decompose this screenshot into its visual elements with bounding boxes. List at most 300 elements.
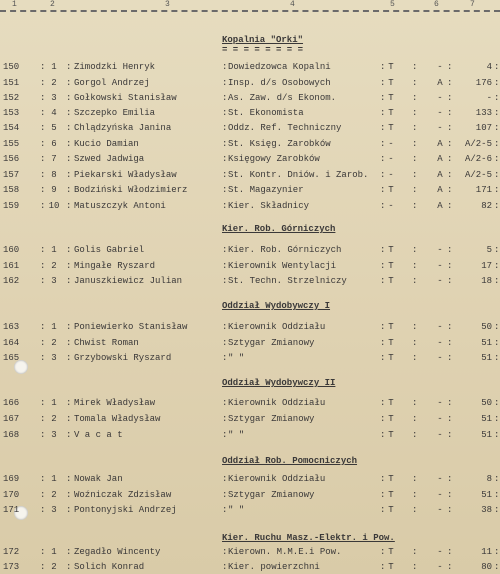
column-separator: : [222, 338, 228, 348]
column-separator: : [66, 78, 72, 88]
column-separator: : [380, 276, 386, 286]
flag-t: T [388, 276, 394, 286]
column-separator: : [447, 93, 453, 103]
column-separator: : [494, 170, 500, 180]
employee-name: Chlądzyńska Janina [74, 123, 172, 133]
column-separator: : [494, 93, 500, 103]
column-number: 2 [50, 0, 55, 9]
row-number: 168 [3, 430, 20, 440]
column-separator: : [40, 108, 46, 118]
table-row [0, 336, 500, 350]
column-separator: : [380, 414, 386, 424]
table-row [0, 76, 500, 90]
job-position: St. Magazynier [228, 185, 304, 195]
employee-name: Kucio Damian [74, 139, 139, 149]
flag-t: T [388, 398, 394, 408]
job-position: Insp. d/s Osobowych [228, 78, 331, 88]
column-separator: : [494, 185, 500, 195]
employee-name: Szczepko Emilia [74, 108, 156, 118]
job-position: St. Kontr. Dniów. i Zarob. [228, 170, 369, 180]
employee-name: Poniewierko Stanisław [74, 322, 188, 332]
table-row [0, 428, 500, 442]
column-separator: : [66, 474, 72, 484]
item-number: 1 [51, 398, 57, 408]
item-number: 2 [51, 261, 57, 271]
column-separator: : [412, 261, 418, 271]
group-code: 51 [481, 414, 492, 424]
employee-name: Gołkowski Stanisław [74, 93, 177, 103]
row-number: 159 [3, 201, 20, 211]
group-code: 171 [475, 185, 492, 195]
column-separator: : [66, 338, 72, 348]
job-position: St. Księg. Zarobków [228, 139, 331, 149]
column-separator: : [380, 322, 386, 332]
flag-category: - [437, 123, 443, 133]
item-number: 2 [51, 490, 57, 500]
column-separator: : [412, 201, 418, 211]
row-number: 150 [3, 62, 20, 72]
column-separator: : [380, 139, 386, 149]
column-separator: : [380, 170, 386, 180]
section-heading: Oddział Rob. Pomocniczych [222, 456, 358, 466]
table-row [0, 243, 500, 257]
column-separator: : [66, 398, 72, 408]
item-number: 3 [51, 505, 57, 515]
column-separator: : [40, 93, 46, 103]
column-separator: : [40, 338, 46, 348]
column-separator: : [380, 261, 386, 271]
item-number: 2 [51, 414, 57, 424]
table-row [0, 351, 500, 365]
table-row [0, 472, 500, 486]
column-separator: : [412, 123, 418, 133]
flag-category: A [437, 185, 443, 195]
flag-category: - [437, 93, 443, 103]
column-separator: : [222, 505, 228, 515]
flag-category: A [437, 139, 443, 149]
column-separator: : [412, 154, 418, 164]
column-separator: : [412, 170, 418, 180]
column-separator: : [494, 201, 500, 211]
flag-t: T [388, 185, 394, 195]
row-number: 164 [3, 338, 20, 348]
flag-category: - [437, 108, 443, 118]
item-number: 6 [51, 139, 57, 149]
column-separator: : [412, 185, 418, 195]
row-number: 157 [3, 170, 20, 180]
section-heading: Kier. Rob. Górniczych [222, 224, 336, 234]
employee-name: Matuszczyk Antoni [74, 201, 166, 211]
column-separator: : [66, 414, 72, 424]
employee-name: Zegadło Wincenty [74, 547, 161, 557]
column-separator: : [380, 62, 386, 72]
column-number-header [0, 0, 500, 12]
flag-category: - [437, 261, 443, 271]
column-separator: : [447, 261, 453, 271]
item-number: 1 [51, 245, 57, 255]
group-code: 38 [481, 505, 492, 515]
column-separator: : [40, 353, 46, 363]
column-separator: : [380, 490, 386, 500]
row-number: 152 [3, 93, 20, 103]
column-separator: : [222, 261, 228, 271]
column-separator: : [66, 261, 72, 271]
column-separator: : [66, 170, 72, 180]
column-separator: : [66, 185, 72, 195]
flag-category: - [437, 245, 443, 255]
section-heading: Kopalnia "Orki" [222, 35, 304, 45]
column-separator: : [494, 490, 500, 500]
job-position: Sztygar Zmianowy [228, 490, 315, 500]
group-code: 107 [475, 123, 492, 133]
row-number: 160 [3, 245, 20, 255]
job-position: Sztygar Zmianowy [228, 338, 315, 348]
flag-category: - [437, 505, 443, 515]
column-separator: : [494, 338, 500, 348]
column-separator: : [494, 505, 500, 515]
flag-category: A [437, 78, 443, 88]
column-separator: : [447, 201, 453, 211]
column-separator: : [412, 245, 418, 255]
employee-name: Golis Gabriel [74, 245, 145, 255]
flag-category: - [437, 276, 443, 286]
group-code: 82 [481, 201, 492, 211]
item-number: 1 [51, 62, 57, 72]
flag-t: - [388, 170, 394, 180]
column-separator: : [412, 353, 418, 363]
column-separator: : [40, 261, 46, 271]
job-position: Dowiedzowca Kopalni [228, 62, 331, 72]
column-separator: : [66, 201, 72, 211]
column-separator: : [66, 430, 72, 440]
item-number: 2 [51, 562, 57, 572]
job-position: Kierownik Wentylacji [228, 261, 337, 271]
column-separator: : [40, 547, 46, 557]
column-separator: : [412, 322, 418, 332]
column-separator: : [222, 139, 228, 149]
job-position: Kier. Składnicy [228, 201, 310, 211]
flag-category: - [437, 353, 443, 363]
group-code: 4 [486, 62, 492, 72]
column-separator: : [412, 398, 418, 408]
item-number: 2 [51, 338, 57, 348]
group-code: 51 [481, 338, 492, 348]
section-heading: Oddział Wydobywczy I [222, 301, 331, 311]
column-separator: : [412, 547, 418, 557]
column-separator: : [66, 562, 72, 572]
column-separator: : [447, 123, 453, 133]
item-number: 1 [51, 547, 57, 557]
flag-category: - [437, 62, 443, 72]
item-number: 5 [51, 123, 57, 133]
column-separator: : [380, 353, 386, 363]
column-separator: : [494, 547, 500, 557]
employee-name: Nowak Jan [74, 474, 123, 484]
column-separator: : [380, 338, 386, 348]
column-separator: : [494, 78, 500, 88]
column-separator: : [447, 430, 453, 440]
column-separator: : [66, 353, 72, 363]
column-separator: : [494, 139, 500, 149]
job-position: Księgowy Zarobków [228, 154, 320, 164]
column-separator: : [380, 93, 386, 103]
job-position: Kierownik Oddziału [228, 474, 326, 484]
flag-t: T [388, 108, 394, 118]
column-separator: : [40, 201, 46, 211]
column-separator: : [40, 414, 46, 424]
column-separator: : [447, 490, 453, 500]
row-number: 161 [3, 261, 20, 271]
flag-t: - [388, 139, 394, 149]
table-row [0, 560, 500, 574]
column-separator: : [40, 139, 46, 149]
column-separator: : [222, 276, 228, 286]
table-row [0, 259, 500, 273]
column-separator: : [222, 547, 228, 557]
column-number: 1 [12, 0, 17, 9]
item-number: 3 [51, 276, 57, 286]
employee-name: Pontonyjski Andrzej [74, 505, 177, 515]
flag-t: T [388, 414, 394, 424]
column-separator: : [494, 108, 500, 118]
flag-category: - [437, 547, 443, 557]
group-code: 5 [486, 245, 492, 255]
column-number: 7 [470, 0, 475, 9]
column-separator: : [222, 201, 228, 211]
item-number: 2 [51, 78, 57, 88]
column-separator: : [380, 201, 386, 211]
group-code: 80 [481, 562, 492, 572]
column-separator: : [447, 505, 453, 515]
flag-t: T [388, 123, 394, 133]
column-separator: : [222, 322, 228, 332]
row-number: 156 [3, 154, 20, 164]
row-number: 173 [3, 562, 20, 572]
column-number: 4 [290, 0, 295, 9]
column-separator: : [412, 430, 418, 440]
column-separator: : [494, 276, 500, 286]
column-separator: : [494, 245, 500, 255]
row-number: 169 [3, 474, 20, 484]
column-separator: : [412, 562, 418, 572]
column-separator: : [447, 338, 453, 348]
column-separator: : [40, 185, 46, 195]
column-separator: : [40, 154, 46, 164]
flag-t: T [388, 322, 394, 332]
row-number: 171 [3, 505, 20, 515]
column-separator: : [412, 78, 418, 88]
column-separator: : [412, 490, 418, 500]
column-separator: : [380, 505, 386, 515]
column-separator: : [494, 562, 500, 572]
column-separator: : [40, 474, 46, 484]
group-code: 18 [481, 276, 492, 286]
column-separator: : [380, 78, 386, 88]
column-separator: : [222, 430, 228, 440]
flag-category: A [437, 170, 443, 180]
column-separator: : [494, 62, 500, 72]
row-number: 172 [3, 547, 20, 557]
job-position: Kierownik Oddziału [228, 322, 326, 332]
item-number: 3 [51, 430, 57, 440]
column-separator: : [494, 430, 500, 440]
column-separator: : [66, 505, 72, 515]
job-position: Kier. powierzchni [228, 562, 320, 572]
row-number: 165 [3, 353, 20, 363]
item-number: 3 [51, 353, 57, 363]
job-position: St. Techn. Strzelniczy [228, 276, 347, 286]
column-separator: : [447, 474, 453, 484]
flag-t: T [388, 505, 394, 515]
row-number: 155 [3, 139, 20, 149]
column-separator: : [380, 185, 386, 195]
item-number: 7 [51, 154, 57, 164]
employee-name: Grzybowski Ryszard [74, 353, 172, 363]
flag-t: T [388, 353, 394, 363]
column-separator: : [494, 261, 500, 271]
column-separator: : [222, 108, 228, 118]
item-number: 9 [51, 185, 57, 195]
employee-name: Solich Konrad [74, 562, 145, 572]
job-position: " " [228, 353, 245, 363]
table-row [0, 137, 500, 151]
section-underline: = = = = = = = = [222, 45, 304, 55]
column-separator: : [380, 474, 386, 484]
table-row [0, 503, 500, 517]
table-row [0, 320, 500, 334]
column-separator: : [40, 78, 46, 88]
column-separator: : [40, 490, 46, 500]
employee-name: Gorgol Andrzej [74, 78, 150, 88]
group-code: 8 [486, 474, 492, 484]
item-number: 4 [51, 108, 57, 118]
item-number: 8 [51, 170, 57, 180]
column-separator: : [447, 170, 453, 180]
column-separator: : [447, 78, 453, 88]
group-code: A/2-5 [464, 170, 492, 180]
column-separator: : [447, 562, 453, 572]
flag-category: - [437, 398, 443, 408]
flag-t: T [388, 62, 394, 72]
column-separator: : [494, 322, 500, 332]
item-number: 1 [51, 474, 57, 484]
column-separator: : [380, 398, 386, 408]
group-code: A/2-6 [464, 154, 492, 164]
column-separator: : [66, 276, 72, 286]
section-heading: Oddział Wydobywczy II [222, 378, 336, 388]
column-separator: : [66, 154, 72, 164]
flag-t: - [388, 154, 394, 164]
flag-t: T [388, 78, 394, 88]
flag-t: T [388, 245, 394, 255]
column-separator: : [222, 490, 228, 500]
column-separator: : [66, 93, 72, 103]
row-number: 154 [3, 123, 20, 133]
flag-category: A [437, 154, 443, 164]
column-separator: : [66, 490, 72, 500]
column-separator: : [40, 430, 46, 440]
column-separator: : [40, 170, 46, 180]
row-number: 167 [3, 414, 20, 424]
flag-t: T [388, 490, 394, 500]
employee-name: Zimodzki Henryk [74, 62, 156, 72]
group-code: 51 [481, 490, 492, 500]
group-code: 50 [481, 322, 492, 332]
column-separator: : [447, 154, 453, 164]
flag-t: - [388, 201, 394, 211]
employee-name: Tomala Władysław [74, 414, 161, 424]
column-separator: : [222, 78, 228, 88]
column-separator: : [222, 154, 228, 164]
job-position: Oddz. Ref. Techniczny [228, 123, 342, 133]
column-separator: : [447, 276, 453, 286]
column-separator: : [380, 562, 386, 572]
table-row [0, 152, 500, 166]
column-separator: : [447, 139, 453, 149]
column-separator: : [447, 353, 453, 363]
column-separator: : [412, 276, 418, 286]
group-code: A/2-5 [464, 139, 492, 149]
row-number: 163 [3, 322, 20, 332]
column-separator: : [447, 245, 453, 255]
flag-t: T [388, 562, 394, 572]
group-code: 11 [481, 547, 492, 557]
column-separator: : [494, 398, 500, 408]
flag-category: - [437, 430, 443, 440]
flag-category: - [437, 562, 443, 572]
row-number: 151 [3, 78, 20, 88]
table-row [0, 60, 500, 74]
flag-t: T [388, 338, 394, 348]
column-separator: : [494, 123, 500, 133]
table-row [0, 106, 500, 120]
column-number: 3 [165, 0, 170, 9]
job-position: Kierownik Oddziału [228, 398, 326, 408]
column-number: 6 [434, 0, 439, 9]
table-row [0, 121, 500, 135]
column-separator: : [412, 62, 418, 72]
flag-category: - [437, 322, 443, 332]
row-number: 162 [3, 276, 20, 286]
employee-name: Chwist Roman [74, 338, 139, 348]
column-separator: : [412, 505, 418, 515]
column-separator: : [222, 398, 228, 408]
table-row [0, 488, 500, 502]
employee-name: Mingałe Ryszard [74, 261, 156, 271]
job-position: " " [228, 505, 245, 515]
flag-t: T [388, 474, 394, 484]
column-separator: : [40, 276, 46, 286]
employee-name: Szwed Jadwiga [74, 154, 145, 164]
column-separator: : [447, 398, 453, 408]
item-number: 10 [48, 201, 60, 211]
flag-category: - [437, 490, 443, 500]
employee-name: Piekarski Władysław [74, 170, 177, 180]
column-separator: : [380, 154, 386, 164]
column-separator: : [380, 547, 386, 557]
section-heading: Kier. Ruchu Masz.-Elektr. i Pow. [222, 533, 395, 543]
item-number: 1 [51, 322, 57, 332]
group-code: 51 [481, 430, 492, 440]
column-separator: : [380, 123, 386, 133]
group-code: 17 [481, 261, 492, 271]
column-separator: : [412, 93, 418, 103]
job-position: " " [228, 430, 245, 440]
item-number: 3 [51, 93, 57, 103]
column-separator: : [40, 62, 46, 72]
column-separator: : [412, 474, 418, 484]
job-position: Kier. Rob. Górniczych [228, 245, 342, 255]
